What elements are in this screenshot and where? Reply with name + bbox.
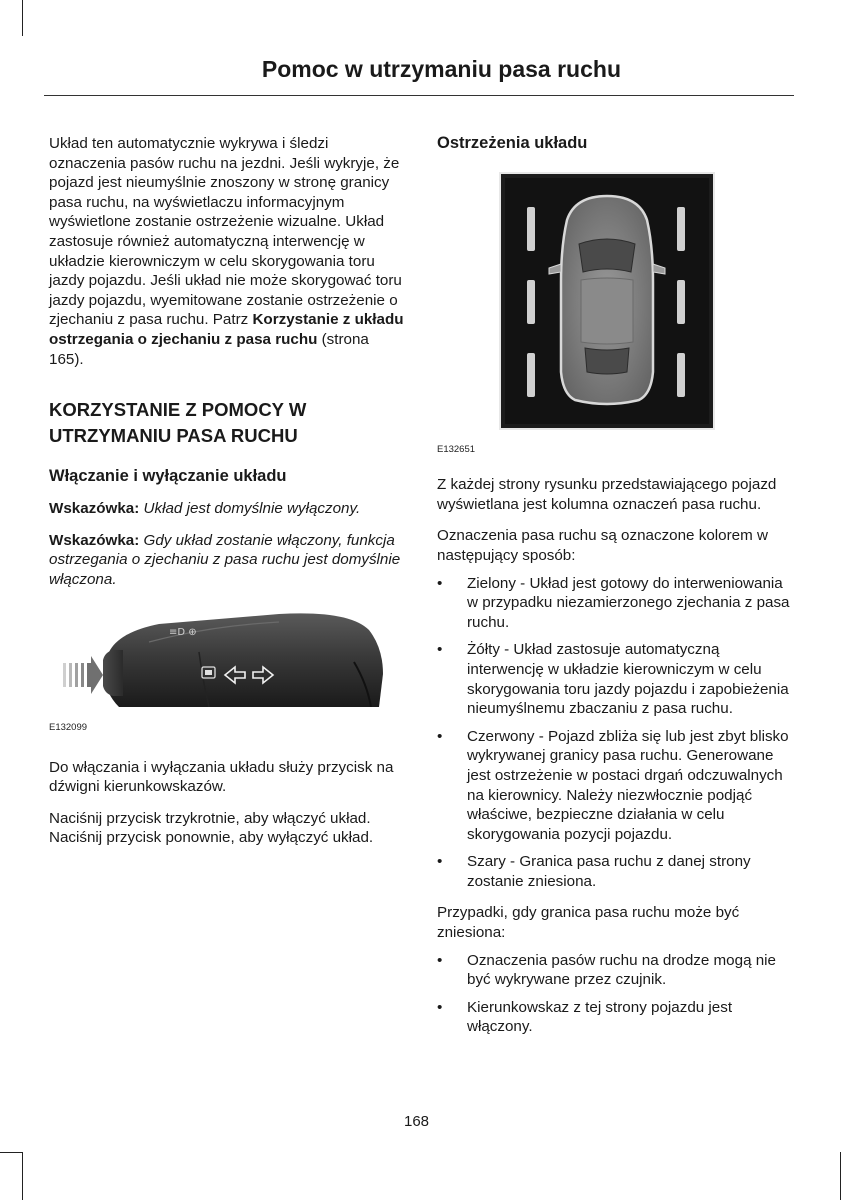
paragraph-press: Naciśnij przycisk trzykrotnie, aby włączyć układ. Naciśnij przycisk ponownie, aby wyłączyć układ. (49, 809, 374, 847)
lane-display-image (499, 172, 715, 430)
intro-paragraph (49, 134, 404, 369)
intro-suffix: (strona 165). (49, 330, 369, 368)
list-item: • Oznaczenia pasów ruchu na drodze mogą nie być wykrywane przez czujnik. (437, 951, 777, 989)
car-icon (549, 196, 665, 404)
paragraph-cases-intro: Przypadki, gdy granica pasa ruchu może być zniesiona: (437, 904, 740, 942)
press-arrow-icon (63, 656, 103, 694)
figure-code-lane: E132651 (437, 443, 476, 455)
cross-reference-link[interactable]: Korzystanie z układu ostrzegania o zjechaniu z pasa ruchu (49, 311, 404, 348)
title-rule (44, 95, 794, 96)
color-list (437, 574, 792, 892)
lane-marking-left-1 (527, 207, 535, 251)
cases-list (437, 951, 792, 1037)
bullet-icon: • (437, 998, 443, 1016)
note-1 (49, 499, 404, 519)
list-item: • Żółty - Układ zastosuje automatyczną interwencję w układzie kierowniczym w celu skorygowania toru jazdy pojazdu i zapobieżenia nieumyślnemu zbaczaniu z pasa ruchu. (437, 641, 789, 718)
intro-text: Układ ten automatycznie wykrywa i śledzi oznaczenia pasów ruchu na jezdni. Jeśli wykryje, że pojazd jest nieumyślnie znoszony w stronę granicy pasa ruchu, na wyświetlaczu informacyjnym wyświetlone zostanie ostrzeżenie wizualne. Układ zastosuje również automatyczną interwencję w układzie kierowniczym w celu skorygowania toru jazdy pojazdu. Jeśli układ nie może skorygować toru jazdy pojazdu, wyemitowane zostanie ostrzeżenie o zjechaniu z pasa ruchu. Patrz (49, 135, 402, 329)
lane-marking-right-3 (677, 353, 685, 397)
warnings-heading: Ostrzeżenia układu (437, 134, 588, 152)
bullet-icon: • (437, 853, 443, 871)
paragraph-columns: Z każdej strony rysunku przedstawiającego pojazd wyświetlana jest kolumna oznaczeń pasa ruchu. (437, 476, 777, 513)
note-2-label: Wskazówka: (49, 531, 140, 549)
indicator-stalk-image (49, 612, 389, 707)
lane-marking-right-2 (677, 280, 685, 324)
list-item: • Szary - Granica pasa ruchu z danej strony zostanie zniesiona. (437, 853, 751, 890)
paragraph-button: Do włączania i wyłączania układu służy przycisk na dźwigni kierunkowskazów. (49, 758, 394, 796)
note-1-label: Wskazówka: (49, 500, 140, 518)
crop-mark-bottom-right-v (840, 1152, 841, 1200)
note-2-text: Gdy układ zostanie włączony, funkcja ostrzegania o zjechaniu z pasa ruchu jest domyślnie włączona. (49, 531, 401, 588)
figure-code-stalk: E132099 (49, 722, 88, 734)
list-item: • Zielony - Układ jest gotowy do interweniowania w przypadku niezamierzonego zjechania z pasa ruchu. (437, 574, 790, 631)
crop-mark-top-left (22, 0, 23, 36)
lane-display-illustration (499, 172, 792, 436)
list-item: • Czerwony - Pojazd zbliża się lub jest zbyt blisko wykrywanej granicy pasa ruchu. Generowane jest ostrzeżenie w postaci drgań odczuwalnych na kierownicy. Należy niezwłocznie podjąć właściwe, bezpieczne działania w celu skorygowania pozycji pojazdu. (437, 727, 789, 843)
lane-marking-left-3 (527, 353, 535, 397)
paragraph-colors-intro: Oznaczenia pasa ruchu są oznaczone kolorem w następujący sposób: (437, 527, 768, 564)
lane-marking-left-2 (527, 280, 535, 324)
subheading-switching: Włączanie i wyłączanie układu (49, 467, 287, 486)
left-column (49, 134, 404, 860)
crop-mark-bottom-left-v (22, 1152, 23, 1200)
note-2 (49, 531, 404, 590)
bullet-icon: • (437, 641, 443, 659)
svg-text:≡D ⊕: ≡D ⊕ (169, 626, 197, 638)
section-heading: KORZYSTANIE Z POMOCY W UTRZYMANIU PASA RUCHU (49, 399, 307, 447)
lane-marking-right-1 (677, 207, 685, 251)
bullet-icon: • (437, 951, 443, 969)
page-title: Pomoc w utrzymaniu pasa ruchu (261, 56, 621, 82)
list-item: • Kierunkowskaz z tej strony pojazdu jest włączony. (437, 998, 733, 1036)
stalk-illustration (49, 612, 404, 738)
bullet-icon: • (437, 574, 443, 592)
page-number: 168 (404, 1113, 430, 1130)
right-column (437, 132, 792, 1049)
bullet-icon: • (437, 727, 443, 745)
crop-mark-bottom-left-h (0, 1152, 22, 1153)
note-1-text: Układ jest domyślnie wyłączony. (139, 500, 361, 518)
